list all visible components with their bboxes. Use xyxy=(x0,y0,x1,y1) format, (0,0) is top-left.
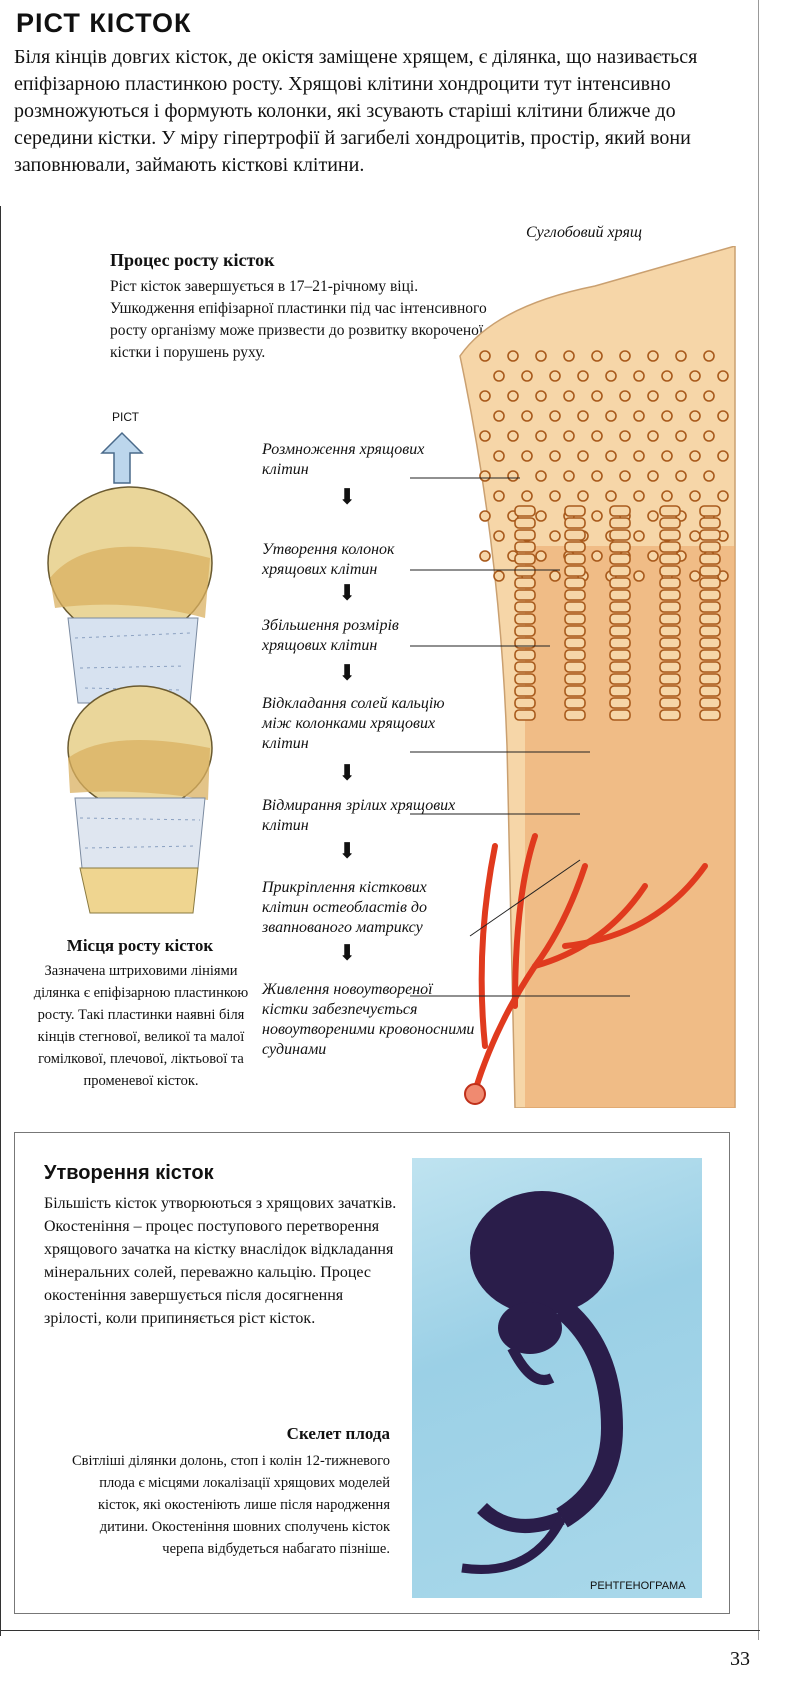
column-cell xyxy=(700,650,720,660)
cartilage-cell xyxy=(648,351,658,361)
column-cell xyxy=(700,602,720,612)
cartilage-cell xyxy=(550,411,560,421)
cartilage-cell xyxy=(676,471,686,481)
step-7-label: Живлення новоутвореної кістки забезпечується новоутвореними кровоносними судинами xyxy=(262,981,475,1058)
cartilage-cell xyxy=(676,351,686,361)
fetus-skeleton-title: Скелет плода xyxy=(286,1424,390,1443)
column-cell xyxy=(700,698,720,708)
cartilage-cell xyxy=(606,371,616,381)
step-1-label: Розмноження хрящових клітин xyxy=(262,441,425,478)
bone-illustration xyxy=(30,428,240,918)
cartilage-cell xyxy=(648,551,658,561)
fetus-xray-image xyxy=(412,1158,702,1598)
growth-process-text: Ріст кісток завершується в 17–21-річному віці. Ушкодження епіфізарної пластинки під час інтенсивного росту організму може призвести до розвитку вкороченої кістки і порушень руху. xyxy=(110,278,487,361)
cartilage-cell xyxy=(676,431,686,441)
page-number: 33 xyxy=(730,1648,750,1670)
column-cell xyxy=(660,662,680,672)
down-arrow-icon: ⬇ xyxy=(338,838,357,863)
cartilage-cell xyxy=(718,451,728,461)
column-cell xyxy=(660,518,680,528)
bone-formation-title: Утворення кісток xyxy=(44,1162,214,1184)
cartilage-cell xyxy=(676,391,686,401)
cartilage-cell xyxy=(508,351,518,361)
cartilage-cell xyxy=(508,391,518,401)
cartilage-cell xyxy=(522,411,532,421)
column-cell xyxy=(700,506,720,516)
cartilage-cell xyxy=(564,391,574,401)
cartilage-cell xyxy=(564,351,574,361)
cartilage-cell xyxy=(592,431,602,441)
cartilage-cell xyxy=(620,391,630,401)
column-cell xyxy=(700,626,720,636)
cartilage-cell xyxy=(522,451,532,461)
column-cell xyxy=(660,530,680,540)
column-cell xyxy=(700,686,720,696)
column-cell xyxy=(660,626,680,636)
growth-arrow-icon xyxy=(102,433,142,483)
leader-lines xyxy=(410,470,640,1010)
column-cell xyxy=(700,614,720,624)
cartilage-cell xyxy=(634,451,644,461)
column-cell xyxy=(700,638,720,648)
column-cell xyxy=(700,710,720,720)
cartilage-cell xyxy=(494,451,504,461)
intro-paragraph: Біля кінців довгих кісток, де окістя заміщене хрящем, є ділянка, що називається епіфізарною пластинкою росту. Хрящові клітини хондроцити тут інтенсивно розмножуються і формують колонки, які зсувають старіші клітини ближче до середини кістки. У міру гіпертрофії й загибелі хондроцитів, простір, який вони заповнювали, займають кісткові клітини. xyxy=(14,46,698,176)
growth-sites-title: Місця росту кісток xyxy=(66,936,214,955)
down-arrow-icon: ⬇ xyxy=(338,760,357,785)
cartilage-cell xyxy=(704,391,714,401)
cartilage-cell xyxy=(522,371,532,381)
column-cell xyxy=(700,674,720,684)
column-cell xyxy=(660,542,680,552)
xray-label: РЕНТГЕНОГРАМА xyxy=(590,1580,686,1592)
cartilage-cell xyxy=(536,431,546,441)
column-cell xyxy=(660,638,680,648)
column-cell xyxy=(660,710,680,720)
cartilage-cell xyxy=(704,431,714,441)
cartilage-cell xyxy=(550,451,560,461)
cartilage-cell xyxy=(690,371,700,381)
cartilage-cell xyxy=(648,511,658,521)
cartilage-cell xyxy=(704,351,714,361)
column-cell xyxy=(660,674,680,684)
cartilage-cell xyxy=(480,391,490,401)
column-cell xyxy=(700,530,720,540)
cartilage-cell xyxy=(648,471,658,481)
fetus-skeleton-text: Світліші ділянки долонь, стоп і колін 12-тижневого плода є місцями локалізації хрящових моделей кісток, які окостеніють лише після народження дитини. Окостеніння шовних сполучень кісток черепа відбудеться набагато пізніше. xyxy=(71,1453,390,1557)
cartilage-cell xyxy=(606,451,616,461)
step-6-label: Прикріплення кісткових клітин остеобластів до звапнованого матриксу xyxy=(262,879,428,936)
cartilage-cell xyxy=(662,371,672,381)
page-border-left xyxy=(0,206,1,1636)
column-cell xyxy=(660,506,680,516)
cartilage-cell xyxy=(620,351,630,361)
step-5-label: Відмирання зрілих хрящових клітин xyxy=(262,797,456,834)
column-cell xyxy=(700,578,720,588)
cartilage-cell xyxy=(564,431,574,441)
cartilage-cell xyxy=(508,431,518,441)
cartilage-cell xyxy=(704,471,714,481)
cartilage-cell xyxy=(536,391,546,401)
cartilage-cell xyxy=(606,411,616,421)
column-cell xyxy=(700,566,720,576)
cartilage-cell xyxy=(648,431,658,441)
step-3-label: Збільшення розмірів хрящових клітин xyxy=(262,617,399,654)
growth-arrow-label: РІСТ xyxy=(112,410,139,424)
cartilage-cell xyxy=(578,411,588,421)
column-cell xyxy=(660,578,680,588)
cartilage-cell xyxy=(662,451,672,461)
cartilage-cell xyxy=(494,411,504,421)
cartilage-cell xyxy=(536,351,546,361)
column-cell xyxy=(700,554,720,564)
articular-cartilage-label: Суглобовий хрящ xyxy=(526,224,642,241)
cartilage-cell xyxy=(690,491,700,501)
step-4-label: Відкладання солей кальцію між колонками хрящових клітин xyxy=(262,695,445,752)
cartilage-cell xyxy=(662,491,672,501)
column-cell xyxy=(660,614,680,624)
cartilage-cell xyxy=(718,411,728,421)
cartilage-cell xyxy=(578,371,588,381)
column-cell xyxy=(660,698,680,708)
column-cell xyxy=(700,590,720,600)
column-cell xyxy=(660,686,680,696)
cartilage-cell xyxy=(494,371,504,381)
cartilage-cell xyxy=(718,371,728,381)
growth-sites-text: Зазначена штриховими лініями ділянка є епіфізарною пластинкою росту. Такі пластинки наявні біля кінців стегнової, великої та малої гомілкової, плечової, ліктьової та променевої кісток. xyxy=(33,963,249,1089)
growth-process-title: Процес росту кісток xyxy=(110,250,275,270)
cartilage-cell xyxy=(634,371,644,381)
cartilage-cell xyxy=(648,391,658,401)
down-arrow-icon: ⬇ xyxy=(338,660,357,685)
cartilage-cell xyxy=(690,571,700,581)
cartilage-cell xyxy=(662,411,672,421)
down-arrow-icon: ⬇ xyxy=(338,940,357,965)
cartilage-cell xyxy=(550,371,560,381)
cartilage-cell xyxy=(480,431,490,441)
down-arrow-icon: ⬇ xyxy=(338,484,357,509)
column-cell xyxy=(660,602,680,612)
cartilage-cell xyxy=(690,451,700,461)
cartilage-cell xyxy=(690,411,700,421)
page-title: РІСТ КІСТОК xyxy=(16,8,192,38)
cartilage-cell xyxy=(690,531,700,541)
cartilage-cell xyxy=(592,351,602,361)
column-cell xyxy=(700,662,720,672)
bone-formation-text: Більшість кісток утворюються з хрящових зачатків. Окостеніння – процес поступового перетворення хрящового зачатка на кістку внаслідок відкладання мінеральних солей, переважно кальцію. Процес окостеніння завершується після досягнення зрілості, коли припиняється ріст кісток. xyxy=(44,1195,397,1327)
step-2-label: Утворення колонок хрящових клітин xyxy=(262,541,395,578)
column-cell xyxy=(660,566,680,576)
cartilage-cell xyxy=(578,451,588,461)
cartilage-cell xyxy=(592,391,602,401)
column-cell xyxy=(700,542,720,552)
column-cell xyxy=(660,650,680,660)
column-cell xyxy=(700,518,720,528)
bottom-rule xyxy=(0,1630,760,1631)
page-border-right xyxy=(758,0,759,1640)
down-arrow-icon: ⬇ xyxy=(338,580,357,605)
cartilage-cell xyxy=(634,411,644,421)
column-cell xyxy=(660,554,680,564)
cartilage-cell xyxy=(480,351,490,361)
cartilage-cell xyxy=(620,431,630,441)
cartilage-cell xyxy=(718,491,728,501)
column-cell xyxy=(660,590,680,600)
